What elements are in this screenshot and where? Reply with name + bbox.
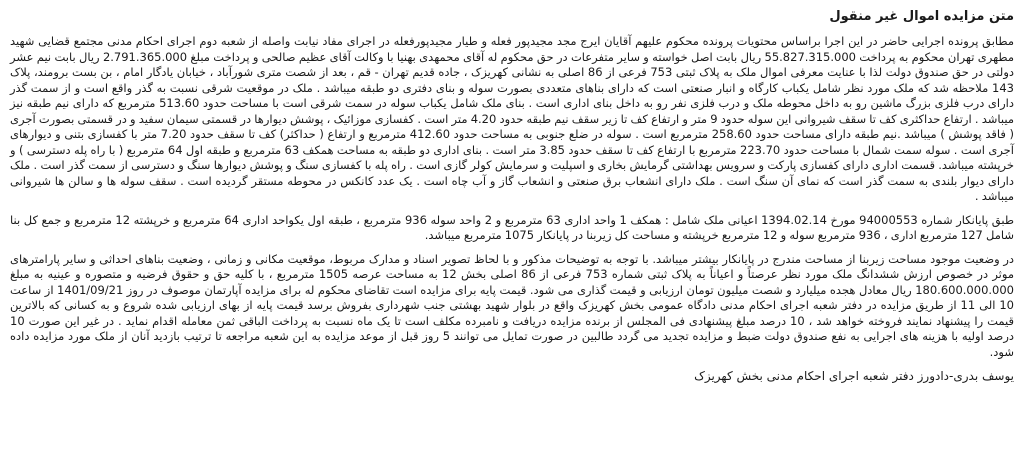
valuation-auction-paragraph: در وضعیت موجود مساحت زیربنا از مساحت مندرج در پایانکار بیشتر میباشد. با توجه به توضیحات مذکور و با لحاظ تصویر اسناد و مدارک مربوط، موقعیت مکانی و زمانی ، وضعیت بناهای احداثی و سایر پارامترهای موثر در خصوص ارزش ششدانگ ملک مورد نظر عرصتاً و اعیاناً به پلاک ثبتی شماره 753 فرعی از 86 اصلی بخش 12 به مساحت عرصه 1505 مترمربع ، با کلیه حق و حقوق فرضیه و متصوره و عینیه به مبلغ 180.600.000.000 ریال معادل هجده میلیارد و شصت میلیون تومان ارزیابی و قیمت گذاری می شود. قیمت پایه برای مزایده است تقاضای محکوم له برای مزایده آپارتمان موصوف در روز 1401/09/21 از ساعت 10 الی 11 از طریق مزایده در دفتر شعبه اجرای احکام مدنی دادگاه عمومی بخش کهریزک واقع در بلوار شهید بهشتی جنب شهرداری بفروش برسد قیمت پایه از بهای ارزیابی شده شروع و به کسانی که بالاترین قیمت را پیشنهاد نمایند فروخته خواهد شد ، 10 درصد مبلغ پیشنهادی فی المجلس از برنده مزایده دریافت و نامبرده مکلف است تا یک ماه نسبت به پرداخت الباقی ثمن معامله اقدام نماید . در غیر این صورت 10 درصد اولیه با هزینه های اجرایی به نفع صندوق دولت ضبط و مزایده تجدید می گردد طالبین در صورت تمایل می توانند 5 روز قبل از موعد مزایده به این شعبه مراجعه تا ترتیب بازدید آنان از ملک مورد مزایده داده شود.: [10, 251, 1014, 359]
notice-title: متن مزایده اموال غیر منقول: [829, 9, 1014, 24]
signature-line: یوسف بدری-دادورز دفتر شعبه اجرای احکام مدنی بخش کهریزک: [694, 369, 1014, 383]
property-description-paragraph: مطابق پرونده اجرایی حاضر در این اجرا براساس محتویات پرونده محکوم علیهم آقایان ایرج مجد مجیدپور فعله و طیار مجیدپورفعله در اجرای مفاد نیابت واصله از شعبه دوم اجرای احکام مدنی مجتمع قضایی شهید مطهری تهران محکوم به پرداخت 55.827.315.000 ریال بابت اصل خواسته و سایر متفرعات در حق محکوم له آقای محمهدی بهنیا با وکالت آقای عظیم صالحی و پرداخت مبلغ 2.791.365.000 ریال بابت نیم عشر دولتی در حق صندوق دولت لذا با عنایت معرفی اموال ملک به پلاک ثبتی 753 فرعی از 86 اصلی به نشانی کهریزک ، جاده قدیم تهران - قم ، بعد از شصت متری شورآباد ، خیابان یادگار امام ، بن بست برومند، پلاک 143 ملاحظه شد که ملک مورد نظر شامل یکباب کارگاه و انبار صنعتی است که دارای بناهای متعددی بصورت سوله و بنای دفتری دو طبقه میباشد . ملک در موقعیت شرقی نسبت به گذر واقع است و از سمت گذر دارای درب فلزی بزرگ ماشین رو به داخل محوطه ملک و درب فلزی نفر رو به داخل بنای اداری است . بنای ملک شامل یکباب سوله در سمت شرقی است با مساحت حدود 513.60 مترمربع که دارای نیم طبقه نیز میباشد . ارتفاع حداکثری کف تا سقف شیروانی این سوله حدود 9 متر و ارتفاع کف تا زیر سقف نیم طبقه حدود 4.20 متر است . کفسازی موزائیک ، پوشش دیوارها در قسمتی سیمان سفید و در قسمتی بصورت آجری ( فاقد پوشش ) میباشد .نیم طبقه دارای مساحت حدود 258.60 مترمربع است . سوله در ضلع جنوبی به مساحت حدود 412.60 مترمربع و ارتفاع ( حداکثر) کف تا سقف حدود 7.20 متر با کفسازی بتنی و دیوارهای آجری است . سوله سمت شمال با مساحت حدود 223.70 مترمربع با ارتفاع کف تا سقف حدود 3.85 متر است . بنای اداری دو طبقه به مساحت همکف 63 مترمربع و طبقه اول 64 مترمربع ( با راه پله دسترسی ) و خرپشته میباشد. قسمت اداری دارای کفسازی پارکت و سرویس بهداشتی گرمایش بخاری و اسپلیت و سرمایش کولر گازی است . راه پله با کفسازی سنگ و پوشش دیوارها سنگ و دسترسی از سمت گذر است . ملک دارای دیوار بلندی به سمت گذر است که نمای آن سنگ است . ملک دارای انشعاب برق صنعتی و انشعاب گاز و آب چاه است . یک عدد کانکس در محوطه مستقر گردیده است . سقف سوله ها و سالن ها شیروانی میباشد .: [10, 34, 1015, 203]
building-permit-paragraph: طبق پایانکار شماره 94000553 مورخ 1394.02.14 اعیانی ملک شامل : همکف 1 واحد اداری 63 مترمربع و 2 واحد سوله 936 مترمربع ، طبقه اول یکواحد اداری 64 مترمربع و خرپشته 12 مترمربع و جمع کل بنا شامل 127 مترمربع اداری ، 936 مترمربع سوله و 12 مترمربع خرپشته و مساحت کل زیربنا در پایانکار 1075 مترمربع میباشد.: [10, 212, 1015, 242]
